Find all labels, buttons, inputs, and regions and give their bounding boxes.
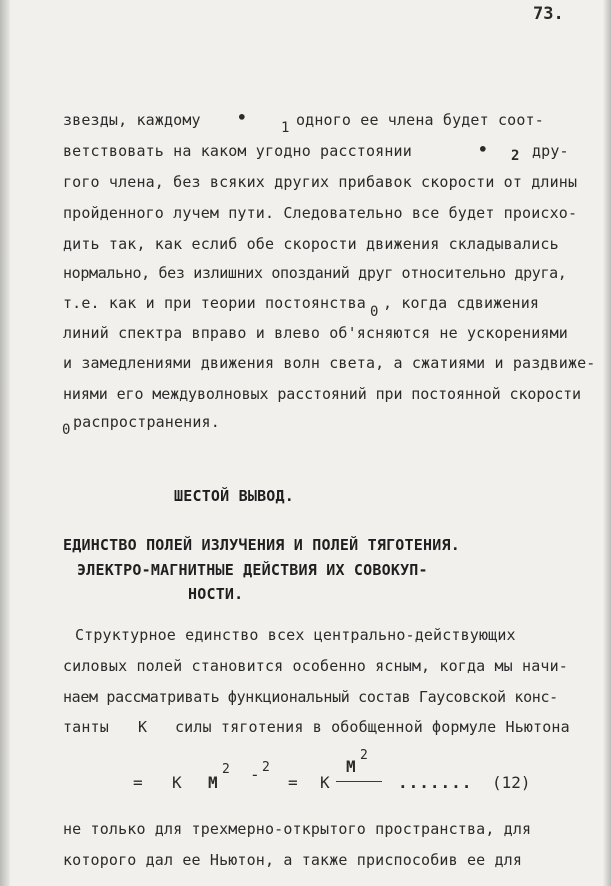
scan-left-edge [0,0,10,886]
fraction-bar [336,781,382,782]
scan-right-edge [603,0,611,886]
section-title-line: ЕДИНСТВО ПОЛЕЙ ИЗЛУЧЕНИЯ И ПОЛЕЙ ТЯГОТЕНИЯ. [63,536,460,554]
text-line: Структурное единство всех центрально-действующих [75,626,516,644]
text-line: ниями его междуволновых расстояний при постоянной скорости [63,385,581,403]
formula-exponent: 2 [222,762,230,777]
text-line: и замедлениями движения волн света, а сжатиями и раздвиже- [63,354,596,372]
formula-exponent: 2 [360,748,368,763]
formula-k: K [172,773,182,792]
subscript: 1 [281,120,290,136]
subscript: 0 [370,304,379,320]
text-line: которого дал ее Ньютон, а также приспособив ее для [63,851,523,869]
text-line: одного ее члена будет соот- [296,111,544,129]
section-title-line: НОСТИ. [188,585,244,603]
formula-equals: = [288,773,298,792]
formula-m: M [208,773,218,792]
formula-dots: ....... [398,773,473,792]
text-line: звезды, каждому [63,111,201,129]
formula-exponent: 2 [262,760,270,775]
equation-number: (12) [492,773,531,792]
text-line: , когда сдвижения [383,294,540,312]
text-line: не только для трехмерно-открытого пространства, для [63,820,532,838]
subscript: 2 [511,148,520,164]
section-title-line: ЭЛЕКТРО-МАГНИТНЫЕ ДЕЙСТВИЯ ИХ СОВОКУП- [77,561,428,579]
formula-k: K [320,773,330,792]
ink-dot: • [478,140,488,159]
formula-m: M [346,757,356,776]
text-line: гого члена, без всяких других прибавок скорости от длины [63,173,578,191]
text-line: линий спектра вправо и влево об'ясняются не ускорениями [63,324,568,342]
text-line: т.е. как и при теории постоянства [63,294,366,312]
section-heading: ШЕСТОЙ ВЫВОД. [174,487,294,505]
text-line: ветствовать на каком угодно расстоянии [63,142,412,160]
subscript: 0 [62,422,71,438]
formula-equals: = [133,773,143,792]
constant-k: K [138,718,148,736]
text-line: дить так, как еслиб обе скорости движения складывались [63,235,559,253]
page-number: 73. [533,4,564,24]
formula-minus: - [250,765,260,784]
text-line: пройденного лучем пути. Следовательно все будет происхо- [63,204,578,222]
text-line: силы тяготения в обобщенной формуле Ньютона [175,718,570,736]
text-line: танты [63,718,109,736]
text-line: наем рассматривать функциональный состав Гаусовской конс- [63,688,558,706]
text-line: дру- [532,142,569,160]
text-line: нормально, без излишних опозданий друг относительно друга, [63,264,567,282]
text-line: распространения. [73,413,220,431]
ink-dot: • [237,108,247,127]
text-line: силовых полей становится особенно ясным, когда мы начи- [63,657,568,675]
